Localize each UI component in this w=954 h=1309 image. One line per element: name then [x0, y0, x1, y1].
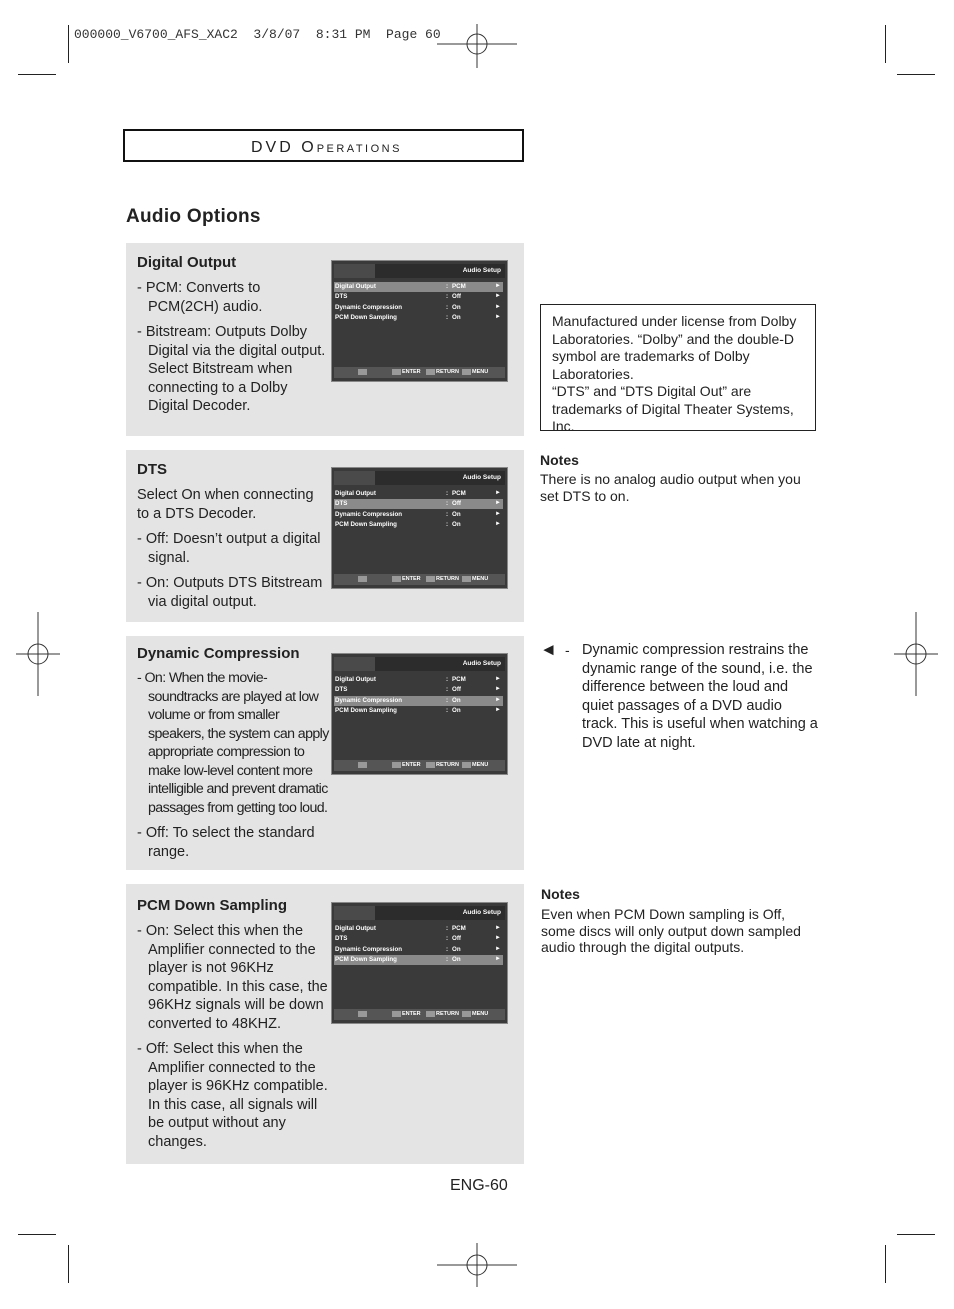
- digital-output-text: [137, 279, 329, 423]
- print-header: 000000_V6700_AFS_XAC2 3/8/07 8:31 PM Page 60: [74, 27, 441, 42]
- screen-row: PCM Down Sampling : On ►: [335, 956, 501, 963]
- dynamic-compression-off: - Off: To select the standard range.: [137, 825, 315, 860]
- registration-mark-icon: [894, 612, 938, 696]
- crop-mark: [18, 1234, 56, 1235]
- enter-icon: [392, 1011, 401, 1017]
- license-box: [540, 304, 816, 434]
- crop-mark: [68, 1245, 69, 1283]
- screen-row: Dynamic Compression : On ►: [335, 697, 501, 704]
- nav-icon: [358, 576, 367, 582]
- digital-output-bitstream: - Bitstream: Outputs Dolby Digital via the digital output. Select Bitstream when connecting to a Dolby Digital Decoder.: [137, 324, 326, 414]
- dts-panel: [126, 450, 524, 622]
- screen-row: DTS : Off ►: [335, 500, 501, 507]
- digital-output-heading: Digital Output: [137, 254, 237, 271]
- enter-icon: [392, 762, 401, 768]
- dts-text: [137, 486, 329, 618]
- menu-icon: [462, 762, 471, 768]
- screen-row: DTS : Off ►: [335, 686, 501, 693]
- crop-mark: [897, 1234, 935, 1235]
- registration-mark-icon: [437, 24, 517, 68]
- screen-footer: ENTER RETURN MENU: [334, 367, 505, 378]
- screen-row: Digital Output : PCM ►: [335, 676, 501, 683]
- left-arrow-icon: ◄: [540, 640, 557, 659]
- screen-title: Audio Setup: [462, 660, 501, 667]
- registration-mark-icon: [437, 1243, 517, 1287]
- dynamic-compression-on: - On: When the movie-soundtracks are played at low volume or from smaller speakers, the system can apply appropriate compression to make low-level content more intelligible and prevent dramatic passages from getting too loud.: [137, 670, 329, 816]
- enter-icon: [392, 369, 401, 375]
- dynamic-compression-note: Dynamic compression restrains the dynamic range of the sound, i.e. the difference between the loud and quiet passages of a DVD audio track. This is useful when watching a DVD late at night.: [582, 642, 818, 751]
- screen-row: PCM Down Sampling : On ►: [335, 521, 501, 528]
- dts-intro: Select On when connecting to a DTS Decoder.: [137, 487, 314, 522]
- dts-heading: DTS: [137, 461, 167, 478]
- screen-footer: ENTER RETURN MENU: [334, 574, 505, 585]
- pcm-down-sampling-panel: [126, 884, 524, 1164]
- section-title: Audio Options: [126, 206, 261, 227]
- crop-mark: [18, 74, 56, 75]
- audio-setup-screen: [331, 260, 508, 382]
- return-icon: [426, 576, 435, 582]
- nav-icon: [358, 369, 367, 375]
- license-dts: “DTS” and “DTS Digital Out” are trademarks of Digital Theater Systems, Inc.: [552, 383, 794, 434]
- screen-row: Digital Output : PCM ►: [335, 925, 501, 932]
- menu-icon: [462, 576, 471, 582]
- pcm-down-sampling-off: - Off: Select this when the Amplifier connected to the player is 96KHz compatible. In this case, all signals will be output without any changes.: [137, 1041, 328, 1150]
- crop-mark: [897, 74, 935, 75]
- menu-icon: [462, 369, 471, 375]
- digital-output-pcm: - PCM: Converts to PCM(2CH) audio.: [137, 280, 263, 315]
- crop-mark: [885, 25, 886, 63]
- screen-row: Dynamic Compression : On ►: [335, 511, 501, 518]
- notes-heading: Notes: [541, 886, 580, 902]
- dynamic-compression-text: [137, 669, 329, 868]
- notes-text: There is no analog audio output when you set DTS to on.: [540, 471, 801, 504]
- page-number: ENG-60: [450, 1177, 508, 1194]
- return-icon: [426, 762, 435, 768]
- return-icon: [426, 369, 435, 375]
- pcm-down-sampling-text: [137, 922, 329, 1158]
- screen-footer: ENTER RETURN MENU: [334, 1009, 505, 1020]
- digital-output-panel: [126, 243, 524, 436]
- screen-row: Digital Output : PCM ►: [335, 490, 501, 497]
- screen-row: PCM Down Sampling : On ►: [335, 314, 501, 321]
- nav-icon: [358, 762, 367, 768]
- menu-icon: [462, 1011, 471, 1017]
- notes-heading: Notes: [540, 452, 579, 468]
- pcm-down-sampling-on: - On: Select this when the Amplifier connected to the player is not 96KHz compatible. In this case, the 96KHz signals will be down converted to 48KHZ.: [137, 923, 328, 1032]
- screen-title: Audio Setup: [462, 909, 501, 916]
- screen-row: Dynamic Compression : On ►: [335, 946, 501, 953]
- screen-row: Digital Output : PCM ►: [335, 283, 501, 290]
- screen-footer: ENTER RETURN MENU: [334, 760, 505, 771]
- nav-icon: [358, 1011, 367, 1017]
- audio-setup-screen: [331, 653, 508, 775]
- chapter-header: [123, 129, 524, 162]
- crop-mark: [885, 1245, 886, 1283]
- chapter-title: DVD OPERATIONS: [251, 139, 402, 156]
- crop-mark: [68, 25, 69, 63]
- dts-off: - Off: Doesn’t output a digital signal.: [137, 531, 321, 566]
- screen-row: DTS : Off ►: [335, 935, 501, 942]
- screen-title: Audio Setup: [462, 267, 501, 274]
- pcm-down-sampling-heading: PCM Down Sampling: [137, 897, 287, 914]
- screen-title: Audio Setup: [462, 474, 501, 481]
- license-dolby: Manufactured under license from Dolby Laboratories. “Dolby” and the double-D symbol are trademarks of Dolby Laboratories.: [552, 313, 797, 382]
- dynamic-compression-heading: Dynamic Compression: [137, 645, 300, 662]
- notes-text: Even when PCM Down sampling is Off, some discs will only output down sampled audio through the digital outputs.: [541, 906, 801, 955]
- screen-row: DTS : Off ►: [335, 293, 501, 300]
- screen-row: Dynamic Compression : On ►: [335, 304, 501, 311]
- return-icon: [426, 1011, 435, 1017]
- enter-icon: [392, 576, 401, 582]
- dynamic-compression-panel: [126, 636, 524, 870]
- screen-row: PCM Down Sampling : On ►: [335, 707, 501, 714]
- audio-setup-screen: [331, 902, 508, 1024]
- dts-on: - On: Outputs DTS Bitstream via digital output.: [137, 575, 323, 610]
- audio-setup-screen: [331, 467, 508, 589]
- registration-mark-icon: [16, 612, 60, 696]
- note-dash: -: [565, 642, 570, 658]
